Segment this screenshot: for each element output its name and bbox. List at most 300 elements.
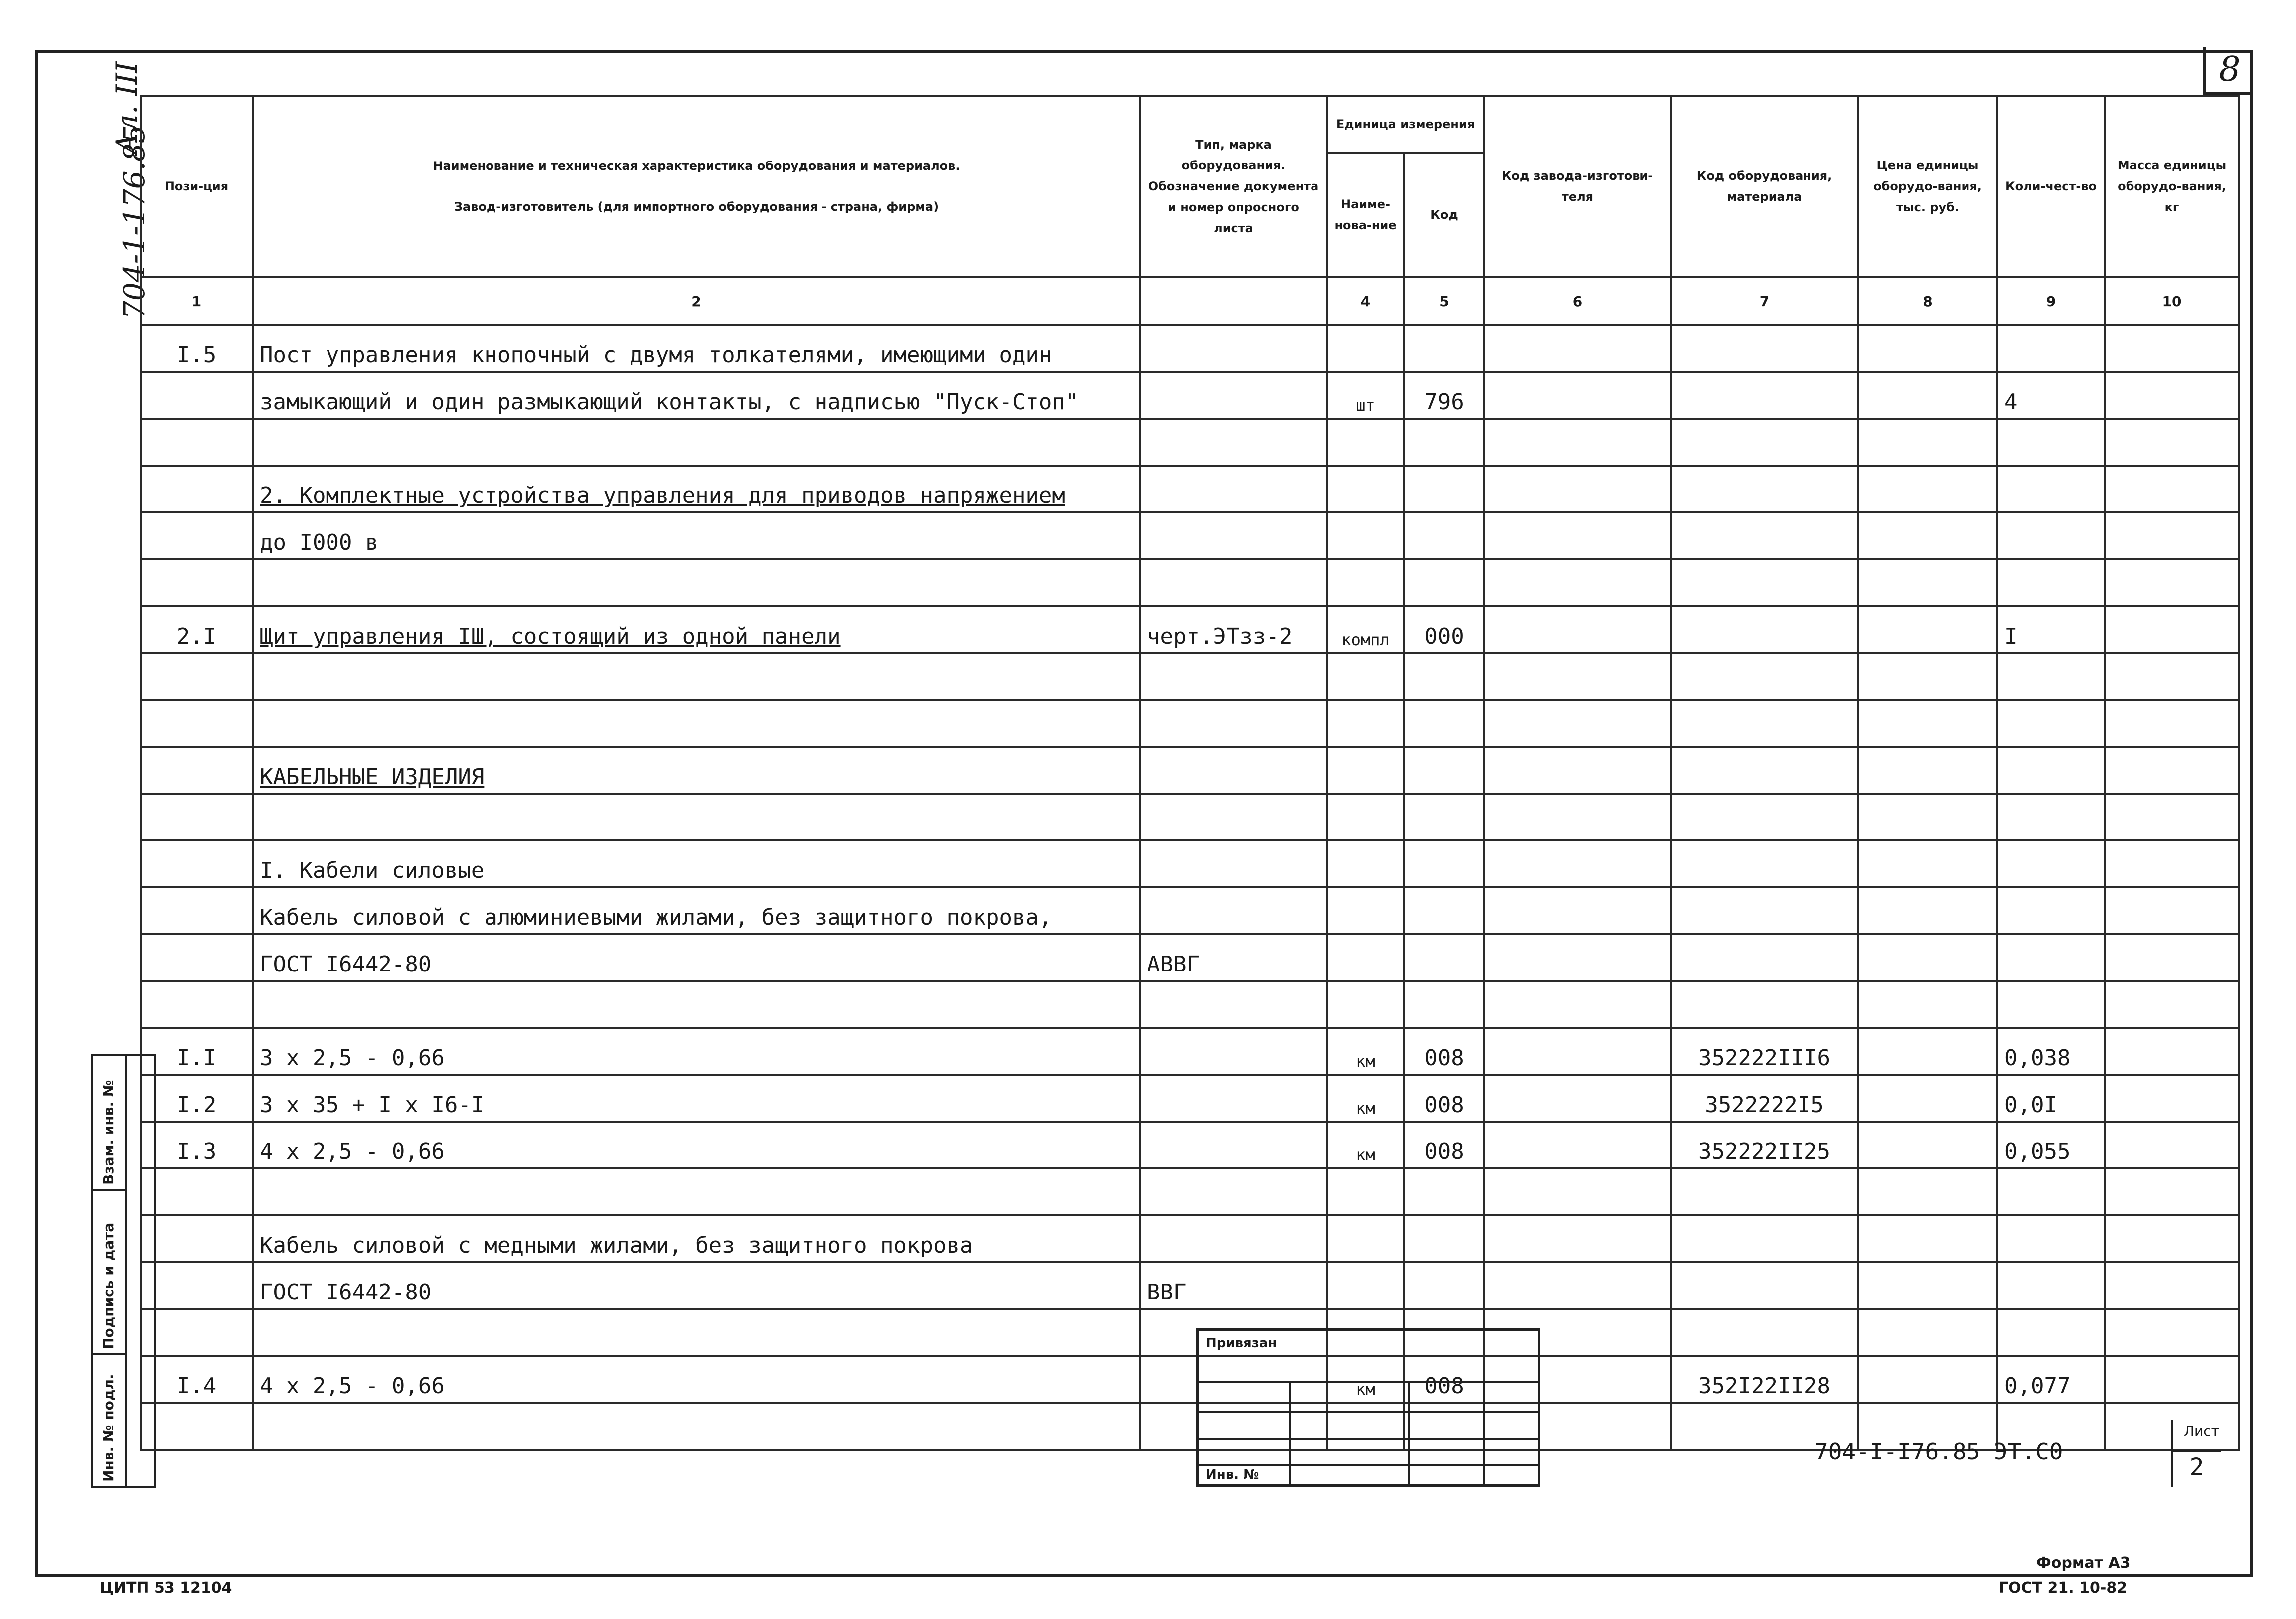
cell-price [1858, 981, 1997, 1028]
cell-quantity [1997, 325, 2105, 372]
cell-equipment-code: 3522222I5 [1671, 1075, 1858, 1122]
cell-quantity: 0,055 [1997, 1122, 2105, 1168]
cell-unit: шт [1327, 372, 1404, 419]
cell-type [1140, 372, 1327, 419]
cell-equipment-code [1671, 840, 1858, 887]
cell-position [141, 1262, 253, 1309]
cell-quantity [1997, 700, 2105, 747]
cell-quantity [1997, 559, 2105, 606]
cell-equipment-code [1671, 700, 1858, 747]
cell-name [253, 1403, 1140, 1450]
table-row [141, 419, 2239, 466]
cell-position [141, 981, 253, 1028]
column-number-row [141, 277, 2239, 325]
cell-mass [2105, 653, 2239, 700]
cell-quantity [1997, 512, 2105, 559]
column-number [1140, 277, 1327, 325]
cell-name: 3 х 2,5 - 0,66 [253, 1028, 1140, 1075]
cell-unit [1327, 559, 1404, 606]
cell-equipment-code [1671, 981, 1858, 1028]
cell-type [1140, 887, 1327, 934]
header-name-line1: Наименование и техническая характеристика оборудования и материалов. [433, 159, 960, 173]
sheet-box [2171, 1420, 2221, 1487]
strip-label-replacement: Взам. инв. № [100, 1080, 117, 1185]
table-row [141, 1309, 2239, 1356]
cell-equipment-code [1671, 1215, 1858, 1262]
cell-type [1140, 1168, 1327, 1215]
cell-name: Кабель силовой с медными жилами, без защитного покрова [253, 1215, 1140, 1262]
cell-equipment-code [1671, 1168, 1858, 1215]
cell-unit [1327, 1168, 1404, 1215]
cell-type [1140, 700, 1327, 747]
corner-sheet-number: 8 [2203, 47, 2253, 95]
cell-name: 4 х 2,5 - 0,66 [253, 1356, 1140, 1403]
table-row [141, 1028, 2239, 1075]
cell-quantity [1997, 466, 2105, 512]
cell-factory-code [1484, 653, 1671, 700]
cell-type [1140, 419, 1327, 466]
cell-equipment-code: 352222III6 [1671, 1028, 1858, 1075]
cell-quantity [1997, 1309, 2105, 1356]
column-number: 2 [253, 277, 1140, 325]
cell-type [1140, 1215, 1327, 1262]
strip-cell-signature [93, 1191, 125, 1355]
cell-position [141, 559, 253, 606]
header-name [253, 96, 1140, 277]
cell-factory-code [1484, 747, 1671, 794]
table-row [141, 1122, 2239, 1168]
cell-unit-code [1404, 1262, 1484, 1309]
cell-factory-code [1484, 1168, 1671, 1215]
cell-quantity [1997, 840, 2105, 887]
cell-mass [2105, 1356, 2239, 1403]
sheet-divider [2173, 1450, 2221, 1452]
cell-price [1858, 606, 1997, 653]
cell-unit-code: 008 [1404, 1356, 1484, 1403]
cell-unit-code [1404, 512, 1484, 559]
tb-line [1199, 1411, 1538, 1413]
cell-factory-code [1484, 981, 1671, 1028]
cell-factory-code [1484, 1122, 1671, 1168]
cell-equipment-code [1671, 606, 1858, 653]
cell-unit [1327, 653, 1404, 700]
cell-price [1858, 1122, 1997, 1168]
cell-type [1140, 325, 1327, 372]
cell-equipment-code: 352I22II28 [1671, 1356, 1858, 1403]
album-label: Ал. III [110, 61, 144, 155]
cell-factory-code [1484, 606, 1671, 653]
cell-unit-code [1404, 934, 1484, 981]
cell-quantity: 0,038 [1997, 1028, 2105, 1075]
table-row [141, 1168, 2239, 1215]
cell-price [1858, 794, 1997, 840]
cell-equipment-code: 352222II25 [1671, 1122, 1858, 1168]
cell-factory-code [1484, 559, 1671, 606]
cell-unit: км [1327, 1028, 1404, 1075]
cell-position [141, 1168, 253, 1215]
cell-unit-code: 796 [1404, 372, 1484, 419]
cell-factory-code [1484, 512, 1671, 559]
cell-unit [1327, 1215, 1404, 1262]
cell-unit: км [1327, 1122, 1404, 1168]
cell-price [1858, 1075, 1997, 1122]
cell-price [1858, 840, 1997, 887]
strip-cell-inventory [93, 1355, 125, 1486]
cell-mass [2105, 1215, 2239, 1262]
cell-position: I.3 [141, 1122, 253, 1168]
cell-name: КАБЕЛЬНЫЕ ИЗДЕЛИЯ [253, 747, 1140, 794]
cell-factory-code [1484, 840, 1671, 887]
cell-name: Пост управления кнопочный с двумя толкателями, имеющими один [253, 325, 1140, 372]
cell-name [253, 1309, 1140, 1356]
cell-factory-code [1484, 419, 1671, 466]
cell-position: I.5 [141, 325, 253, 372]
cell-mass [2105, 981, 2239, 1028]
table-row [141, 840, 2239, 887]
column-number: 5 [1404, 277, 1484, 325]
cell-price [1858, 419, 1997, 466]
frame-bottom-line [35, 1574, 2253, 1577]
cell-quantity [1997, 1168, 2105, 1215]
tb-vline [1408, 1381, 1410, 1484]
cell-position [141, 1403, 253, 1450]
side-document-code: 704-1-176.85 [117, 125, 151, 319]
cell-equipment-code [1671, 372, 1858, 419]
cell-price [1858, 1028, 1997, 1075]
cell-mass [2105, 512, 2239, 559]
sheet-label: Лист [2184, 1423, 2219, 1439]
tb-vline [1483, 1381, 1485, 1484]
cell-factory-code [1484, 794, 1671, 840]
strip-divider [125, 1056, 127, 1486]
cell-factory-code [1484, 934, 1671, 981]
column-number: 9 [1997, 277, 2105, 325]
cell-name [253, 419, 1140, 466]
cell-unit-code [1404, 653, 1484, 700]
cell-equipment-code [1671, 419, 1858, 466]
cell-equipment-code [1671, 794, 1858, 840]
cell-mass [2105, 794, 2239, 840]
table-row [141, 559, 2239, 606]
cell-position [141, 1215, 253, 1262]
tied-label: Привязан [1206, 1336, 1277, 1351]
cell-type [1140, 1122, 1327, 1168]
cell-name: ГОСТ I6442-80 [253, 934, 1140, 981]
cell-factory-code [1484, 466, 1671, 512]
cell-mass [2105, 1309, 2239, 1356]
cell-equipment-code [1671, 1309, 1858, 1356]
cell-position [141, 700, 253, 747]
column-number: 4 [1327, 277, 1404, 325]
table-row [141, 1262, 2239, 1309]
cell-unit-code [1404, 466, 1484, 512]
column-number: 1 [141, 277, 253, 325]
cell-type [1140, 1028, 1327, 1075]
cell-mass [2105, 1028, 2239, 1075]
cell-unit-code [1404, 700, 1484, 747]
cell-equipment-code [1671, 1262, 1858, 1309]
cell-unit-code [1404, 1168, 1484, 1215]
cell-factory-code [1484, 372, 1671, 419]
cell-name [253, 981, 1140, 1028]
cell-name: 4 х 2,5 - 0,66 [253, 1122, 1140, 1168]
table-row [141, 653, 2239, 700]
cell-unit-code [1404, 840, 1484, 887]
cell-price [1858, 325, 1997, 372]
column-number: 7 [1671, 277, 1858, 325]
cell-price [1858, 1168, 1997, 1215]
cell-name [253, 653, 1140, 700]
cell-name: Щит управления IШ, состоящий из одной панели [253, 606, 1140, 653]
cell-quantity [1997, 1215, 2105, 1262]
cell-equipment-code [1671, 747, 1858, 794]
cell-mass [2105, 466, 2239, 512]
table-row [141, 1215, 2239, 1262]
cell-unit [1327, 512, 1404, 559]
cell-price [1858, 934, 1997, 981]
cell-name: 3 х 35 + I х I6-I [253, 1075, 1140, 1122]
cell-unit [1327, 794, 1404, 840]
table-row [141, 325, 2239, 372]
tb-vline [1289, 1381, 1291, 1484]
cell-position: I.I [141, 1028, 253, 1075]
table-row [141, 887, 2239, 934]
cell-unit [1327, 1262, 1404, 1309]
cell-factory-code [1484, 325, 1671, 372]
cell-unit-code [1404, 887, 1484, 934]
header-equipment-code: Код оборудования, материала [1671, 96, 1858, 277]
cell-unit [1327, 840, 1404, 887]
cell-unit-code: 008 [1404, 1028, 1484, 1075]
cell-unit [1327, 934, 1404, 981]
cell-quantity: 4 [1997, 372, 2105, 419]
table-body [141, 277, 2239, 1450]
cell-quantity [1997, 981, 2105, 1028]
cell-quantity [1997, 794, 2105, 840]
table-row [141, 794, 2239, 840]
cell-mass [2105, 559, 2239, 606]
cell-name [253, 1168, 1140, 1215]
cell-position [141, 372, 253, 419]
cell-position [141, 419, 253, 466]
cell-unit-code [1404, 325, 1484, 372]
cell-unit-code [1404, 747, 1484, 794]
footer-gost: ГОСТ 21. 10-82 [1999, 1579, 2128, 1597]
cell-unit-code: 008 [1404, 1075, 1484, 1122]
cell-name: замыкающий и один размыкающий контакты, с надписью "Пуск-Стоп" [253, 372, 1140, 419]
cell-equipment-code [1671, 512, 1858, 559]
header-type: Тип, марка оборудования. Обозначение документа и номер опросного листа [1140, 96, 1327, 277]
cell-mass [2105, 934, 2239, 981]
cell-position: 2.I [141, 606, 253, 653]
cell-price [1858, 1356, 1997, 1403]
cell-name: до I000 в [253, 512, 1140, 559]
cell-name: I. Кабели силовые [253, 840, 1140, 887]
cell-name [253, 794, 1140, 840]
header-unit-group: Единица измерения [1327, 96, 1484, 153]
cell-position [141, 934, 253, 981]
sheet-number: 2 [2189, 1454, 2204, 1481]
cell-position [141, 466, 253, 512]
cell-type [1140, 747, 1327, 794]
header-price: Цена единицы оборудо-вания, тыс. руб. [1858, 96, 1997, 277]
cell-price [1858, 700, 1997, 747]
cell-price [1858, 512, 1997, 559]
table-row [141, 1075, 2239, 1122]
footer-left: ЦИТП 53 12104 [100, 1579, 232, 1597]
cell-equipment-code [1671, 466, 1858, 512]
cell-type [1140, 1075, 1327, 1122]
header-unit-name: Наиме-нова-ние [1327, 153, 1404, 277]
cell-type [1140, 512, 1327, 559]
cell-name: ГОСТ I6442-80 [253, 1262, 1140, 1309]
cell-type [1140, 794, 1327, 840]
strip-label-signature: Подпись и дата [100, 1222, 117, 1349]
cell-price [1858, 559, 1997, 606]
table-row [141, 934, 2239, 981]
cell-mass [2105, 1122, 2239, 1168]
cell-mass [2105, 700, 2239, 747]
cell-equipment-code [1671, 887, 1858, 934]
cell-unit [1327, 466, 1404, 512]
cell-type [1140, 840, 1327, 887]
cell-name: 2. Комплектные устройства управления для приводов напряжением [253, 466, 1140, 512]
cell-position [141, 840, 253, 887]
column-number: 10 [2105, 277, 2239, 325]
cell-unit: компл [1327, 606, 1404, 653]
table-row [141, 606, 2239, 653]
cell-mass [2105, 1075, 2239, 1122]
cell-unit-code: 008 [1404, 1122, 1484, 1168]
cell-type [1140, 559, 1327, 606]
cell-unit-code [1404, 794, 1484, 840]
cell-factory-code [1484, 700, 1671, 747]
cell-type [1140, 466, 1327, 512]
cell-factory-code [1484, 887, 1671, 934]
cell-mass [2105, 606, 2239, 653]
cell-unit-code [1404, 559, 1484, 606]
cell-unit [1327, 887, 1404, 934]
footer-format: Формат А3 [2036, 1554, 2131, 1572]
cell-quantity [1997, 747, 2105, 794]
cell-unit-code [1404, 981, 1484, 1028]
cell-quantity: 0,0I [1997, 1075, 2105, 1122]
cell-unit: км [1327, 1356, 1404, 1403]
cell-price [1858, 466, 1997, 512]
column-number: 8 [1858, 277, 1997, 325]
document-number: 704-I-I76.85 ЭТ.С0 [1814, 1438, 2063, 1465]
cell-type [1140, 653, 1327, 700]
tb-line [1199, 1381, 1538, 1383]
cell-unit: км [1327, 1075, 1404, 1122]
cell-factory-code [1484, 1028, 1671, 1075]
cell-quantity [1997, 887, 2105, 934]
strip-cell-replacement [93, 1056, 125, 1191]
cell-mass [2105, 840, 2239, 887]
table-row [141, 1356, 2239, 1403]
cell-mass [2105, 372, 2239, 419]
cell-unit-code: 000 [1404, 606, 1484, 653]
cell-equipment-code [1671, 653, 1858, 700]
header-position: Пози-ция [141, 96, 253, 277]
cell-factory-code [1484, 1075, 1671, 1122]
cell-name: Кабель силовой с алюминиевыми жилами, без защитного покрова, [253, 887, 1140, 934]
cell-quantity [1997, 934, 2105, 981]
header-row-top [141, 96, 2239, 153]
cell-name [253, 700, 1140, 747]
cell-position [141, 1309, 253, 1356]
table-row [141, 512, 2239, 559]
inventory-label: Инв. № [1206, 1467, 1259, 1482]
cell-type: черт.ЭТзз-2 [1140, 606, 1327, 653]
header-unit-code: Код [1404, 153, 1484, 277]
cell-equipment-code [1671, 934, 1858, 981]
cell-unit [1327, 747, 1404, 794]
cell-mass [2105, 325, 2239, 372]
cell-price [1858, 887, 1997, 934]
table-row [141, 981, 2239, 1028]
cell-price [1858, 1262, 1997, 1309]
cell-mass [2105, 1262, 2239, 1309]
cell-position [141, 653, 253, 700]
cell-type [1140, 981, 1327, 1028]
cell-equipment-code [1671, 559, 1858, 606]
cell-position [141, 512, 253, 559]
tb-line [1199, 1464, 1538, 1466]
header-name-line2: Завод-изготовитель (для импортного оборудования - страна, фирма) [454, 200, 939, 214]
cell-unit [1327, 325, 1404, 372]
cell-type: ВВГ [1140, 1262, 1327, 1309]
cell-mass [2105, 419, 2239, 466]
cell-unit [1327, 419, 1404, 466]
cell-quantity: 0,077 [1997, 1356, 2105, 1403]
cell-quantity [1997, 419, 2105, 466]
header-quantity: Коли-чест-во [1997, 96, 2105, 277]
cell-price [1858, 1215, 1997, 1262]
cell-mass [2105, 747, 2239, 794]
table-row [141, 466, 2239, 512]
cell-equipment-code [1671, 325, 1858, 372]
cell-unit-code [1404, 1215, 1484, 1262]
specification-table [140, 95, 2240, 1451]
title-block [1196, 1328, 1540, 1487]
column-number: 6 [1484, 277, 1671, 325]
table-row [141, 700, 2239, 747]
cell-name [253, 559, 1140, 606]
cell-unit [1327, 981, 1404, 1028]
cell-unit-code [1404, 419, 1484, 466]
cell-position [141, 887, 253, 934]
strip-label-inventory: Инв. № подл. [100, 1374, 117, 1482]
cell-quantity [1997, 1262, 2105, 1309]
table-row [141, 372, 2239, 419]
cell-quantity: I [1997, 606, 2105, 653]
cell-mass [2105, 887, 2239, 934]
cell-price [1858, 372, 1997, 419]
cell-position: I.4 [141, 1356, 253, 1403]
cell-price [1858, 747, 1997, 794]
tb-line [1199, 1438, 1538, 1440]
cell-price [1858, 653, 1997, 700]
cell-position [141, 794, 253, 840]
cell-position [141, 747, 253, 794]
header-factory-code: Код завода-изготови-теля [1484, 96, 1671, 277]
cell-type: АВВГ [1140, 934, 1327, 981]
cell-factory-code [1484, 1262, 1671, 1309]
cell-position: I.2 [141, 1075, 253, 1122]
cell-unit [1327, 700, 1404, 747]
cell-mass [2105, 1168, 2239, 1215]
